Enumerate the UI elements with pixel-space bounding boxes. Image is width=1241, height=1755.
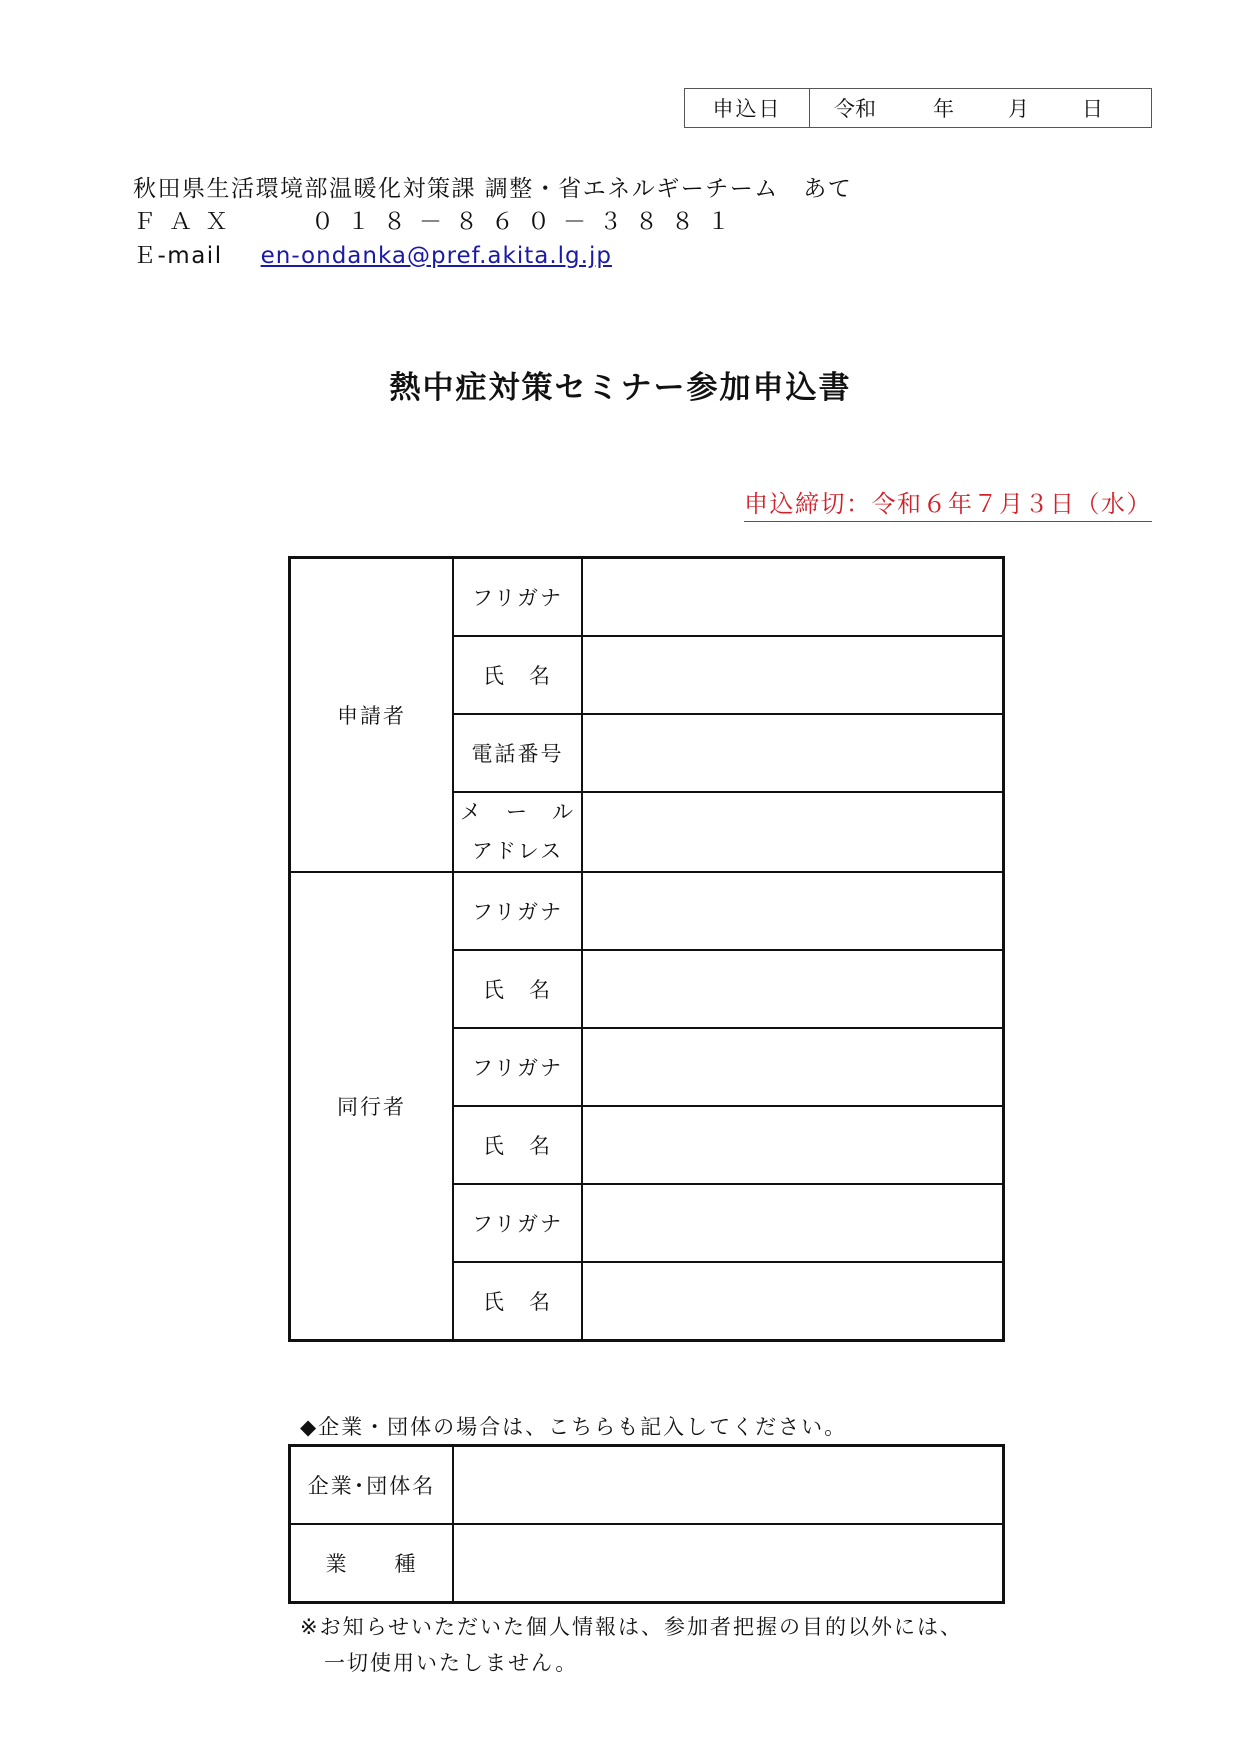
fax-label: ＦＡＸ	[133, 209, 241, 235]
application-date-label: 申込日	[685, 89, 810, 127]
addressee-line: 秋田県生活環境部温暖化対策課 調整・省エネルギーチーム あて	[133, 176, 853, 202]
email-line	[133, 237, 612, 270]
companion-name-field[interactable]	[582, 1106, 1004, 1184]
company-name-label: 企業･団体名	[290, 1446, 454, 1525]
applicant-mail-label	[453, 792, 582, 872]
companion-name-label: 氏 名	[453, 1262, 582, 1341]
deadline-notice: 申込締切：令和６年７月３日（水）	[744, 484, 1152, 522]
companion-furigana-label: フリガナ	[453, 1028, 582, 1106]
company-note: ◆企業・団体の場合は、こちらも記入してください。	[300, 1415, 848, 1439]
privacy-note-line1: ※お知らせいただいた個人情報は、参加者把握の目的以外には、	[300, 1615, 963, 1639]
fax-line	[133, 203, 743, 236]
companion-furigana-field[interactable]	[582, 1028, 1004, 1106]
applicant-group-label: 申請者	[290, 558, 454, 873]
company-name-field[interactable]	[453, 1446, 1004, 1525]
applicant-phone-label: 電話番号	[453, 714, 582, 792]
companion-furigana-field[interactable]	[582, 1184, 1004, 1262]
industry-label: 業 種	[290, 1524, 454, 1603]
companion-furigana-label: フリガナ	[453, 1184, 582, 1262]
month-label: 月	[1008, 97, 1029, 121]
companion-furigana-field[interactable]	[582, 872, 1004, 950]
mail-label-line1: メ ー ル	[460, 800, 575, 824]
companion-name-field[interactable]	[582, 950, 1004, 1028]
privacy-note	[300, 1609, 963, 1681]
year-label: 年	[933, 97, 954, 121]
day-label: 日	[1082, 97, 1103, 121]
companion-furigana-label: フリガナ	[453, 872, 582, 950]
application-date-value[interactable]	[810, 89, 1151, 127]
email-link[interactable]: en-ondanka@pref.akita.lg.jp	[260, 243, 612, 269]
applicant-name-field[interactable]	[582, 636, 1004, 714]
participant-table	[288, 556, 1005, 1342]
applicant-furigana-label: フリガナ	[453, 558, 582, 637]
email-label: Ｅ-mail	[133, 243, 223, 269]
companion-name-label: 氏 名	[453, 1106, 582, 1184]
companion-name-label: 氏 名	[453, 950, 582, 1028]
fax-number: ０１８－８６０－３８８１	[311, 209, 743, 235]
era-label: 令和	[834, 97, 876, 121]
applicant-name-label: 氏 名	[453, 636, 582, 714]
form-title: 熱中症対策セミナー参加申込書	[389, 370, 852, 406]
company-table	[288, 1444, 1005, 1604]
privacy-note-line2: 一切使用いたしません。	[324, 1651, 579, 1675]
companion-group-label: 同行者	[290, 872, 454, 1341]
companion-name-field[interactable]	[582, 1262, 1004, 1341]
mail-label-line2: アドレス	[471, 839, 564, 863]
applicant-phone-field[interactable]	[582, 714, 1004, 792]
application-date-box	[684, 88, 1152, 128]
industry-field[interactable]	[453, 1524, 1004, 1603]
applicant-mail-field[interactable]	[582, 792, 1004, 872]
applicant-furigana-field[interactable]	[582, 558, 1004, 637]
